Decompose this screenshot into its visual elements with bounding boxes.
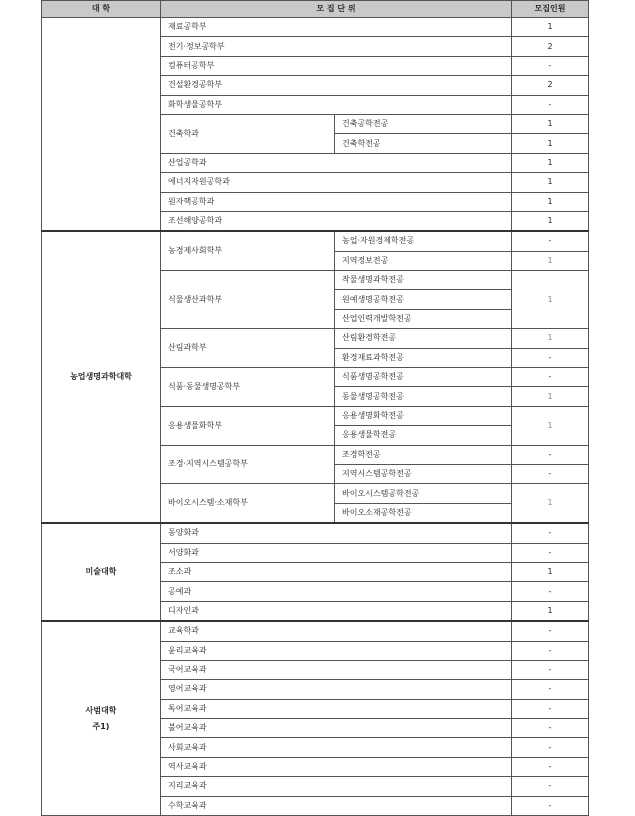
college-cell: 농업생명과학대학 — [42, 231, 161, 523]
unit-cell: 조소과 — [161, 562, 512, 581]
count-cell: 1 — [512, 601, 589, 621]
count-cell: - — [512, 445, 589, 464]
unit-cell: 화학생물공학부 — [161, 95, 512, 114]
unit-cell: 식물생산과학부 — [161, 271, 335, 329]
unit-cell: 조경·지역시스템공학부 — [161, 445, 335, 484]
unit-cell: 산업공학과 — [161, 153, 512, 172]
count-cell: - — [512, 621, 589, 641]
count-cell: - — [512, 680, 589, 699]
college-note: 주1) — [92, 721, 110, 731]
college-cell — [42, 621, 161, 815]
header-count: 모집인원 — [512, 1, 589, 18]
unit-cell: 건축학과 — [161, 114, 335, 153]
sub-unit-cell: 동물생명공학전공 — [335, 387, 512, 406]
count-cell: 1 — [512, 387, 589, 406]
count-cell: 1 — [512, 18, 589, 37]
count-cell: 1 — [512, 173, 589, 192]
unit-cell: 건설환경공학부 — [161, 76, 512, 95]
unit-cell: 조선해양공학과 — [161, 211, 512, 231]
table-header-row — [42, 1, 589, 18]
sub-unit-cell: 응용생명화학전공 — [335, 406, 512, 425]
unit-cell: 원자핵공학과 — [161, 192, 512, 211]
sub-unit-cell: 응용생물학전공 — [335, 426, 512, 445]
unit-cell: 식품·동물생명공학부 — [161, 368, 335, 407]
count-cell: - — [512, 719, 589, 738]
count-cell: 1 — [512, 134, 589, 153]
sub-unit-cell: 바이오시스템공학전공 — [335, 484, 512, 503]
count-cell: - — [512, 231, 589, 251]
count-cell: 1 — [512, 484, 589, 523]
unit-cell: 공예과 — [161, 582, 512, 601]
sub-unit-cell: 환경재료과학전공 — [335, 348, 512, 367]
sub-unit-cell: 건축공학전공 — [335, 114, 512, 133]
unit-cell: 전기·정보공학부 — [161, 37, 512, 56]
count-cell: - — [512, 95, 589, 114]
unit-cell: 에너지자원공학과 — [161, 173, 512, 192]
sub-unit-cell: 식품생명공학전공 — [335, 368, 512, 387]
count-cell: - — [512, 368, 589, 387]
sub-unit-cell: 작물생명과학전공 — [335, 271, 512, 290]
count-cell: 1 — [512, 562, 589, 581]
header-unit: 모 집 단 위 — [161, 1, 512, 18]
count-cell: - — [512, 796, 589, 815]
count-cell: - — [512, 738, 589, 757]
sub-unit-cell: 지역정보전공 — [335, 251, 512, 270]
college-cell — [42, 18, 161, 232]
unit-cell: 재료공학부 — [161, 18, 512, 37]
count-cell: 1 — [512, 153, 589, 172]
unit-cell: 교육학과 — [161, 621, 512, 641]
sub-unit-cell: 산업인력개발학전공 — [335, 309, 512, 328]
sub-unit-cell: 바이오소재공학전공 — [335, 503, 512, 523]
count-cell: - — [512, 641, 589, 660]
sub-unit-cell: 조경학전공 — [335, 445, 512, 464]
count-cell: - — [512, 660, 589, 679]
count-cell: 2 — [512, 37, 589, 56]
unit-cell: 영어교육과 — [161, 680, 512, 699]
unit-cell: 사회교육과 — [161, 738, 512, 757]
count-cell: 1 — [512, 329, 589, 348]
unit-cell: 수학교육과 — [161, 796, 512, 815]
sub-unit-cell: 산림환경학전공 — [335, 329, 512, 348]
count-cell: 1 — [512, 211, 589, 231]
unit-cell: 국어교육과 — [161, 660, 512, 679]
table-row — [42, 18, 589, 37]
count-cell: 2 — [512, 76, 589, 95]
sub-unit-cell: 건축학전공 — [335, 134, 512, 153]
count-cell: - — [512, 56, 589, 75]
unit-cell: 윤리교육과 — [161, 641, 512, 660]
count-cell: - — [512, 523, 589, 543]
unit-cell: 응용생물화학부 — [161, 406, 335, 445]
college-name: 사범대학 — [85, 705, 117, 715]
count-cell: 1 — [512, 114, 589, 133]
unit-cell: 디자인과 — [161, 601, 512, 621]
count-cell: 1 — [512, 271, 589, 329]
unit-cell: 서양화과 — [161, 543, 512, 562]
count-cell: 1 — [512, 251, 589, 270]
count-cell: - — [512, 543, 589, 562]
count-cell: - — [512, 777, 589, 796]
unit-cell: 동양화과 — [161, 523, 512, 543]
count-cell: 1 — [512, 406, 589, 445]
table-row — [42, 621, 589, 641]
sub-unit-cell: 농업·자원경제학전공 — [335, 231, 512, 251]
sub-unit-cell: 원예생명공학전공 — [335, 290, 512, 309]
table-row — [42, 523, 589, 543]
college-cell: 미술대학 — [42, 523, 161, 621]
count-cell: - — [512, 348, 589, 367]
count-cell: - — [512, 582, 589, 601]
unit-cell: 지리교육과 — [161, 777, 512, 796]
sub-unit-cell: 지역시스템공학전공 — [335, 464, 512, 483]
unit-cell: 바이오시스템·소재학부 — [161, 484, 335, 523]
header-college: 대 학 — [42, 1, 161, 18]
unit-cell: 농경제사회학부 — [161, 231, 335, 270]
table-row — [42, 231, 589, 251]
count-cell: 1 — [512, 192, 589, 211]
count-cell: - — [512, 699, 589, 718]
unit-cell: 산림과학부 — [161, 329, 335, 368]
count-cell: - — [512, 757, 589, 776]
unit-cell: 독어교육과 — [161, 699, 512, 718]
unit-cell: 역사교육과 — [161, 757, 512, 776]
admission-quota-table — [41, 0, 589, 816]
count-cell: - — [512, 464, 589, 483]
unit-cell: 컴퓨터공학부 — [161, 56, 512, 75]
unit-cell: 불어교육과 — [161, 719, 512, 738]
